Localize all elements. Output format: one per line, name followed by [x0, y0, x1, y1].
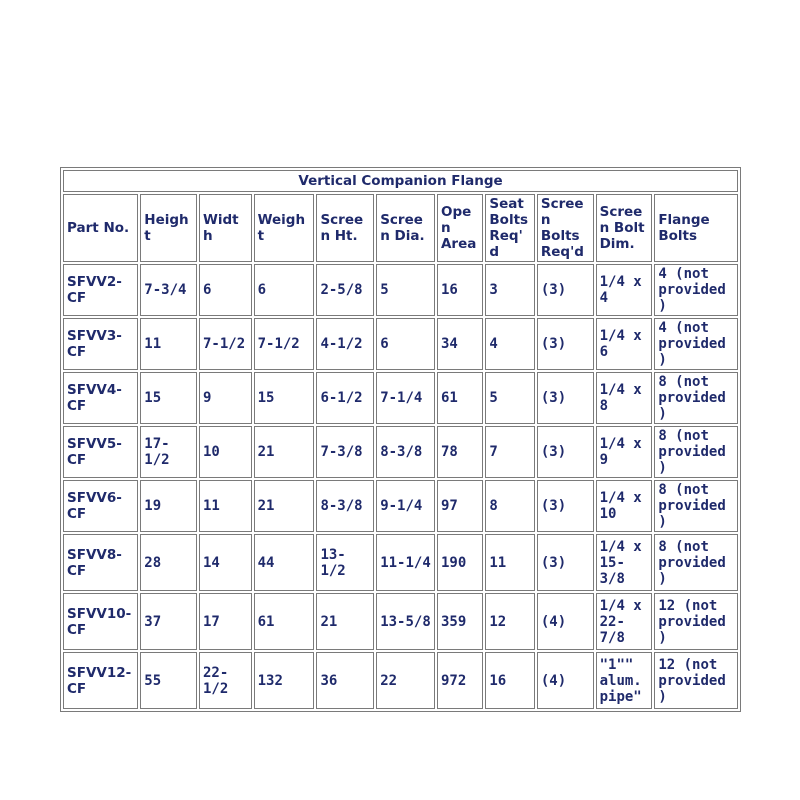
cell-flange-bolts: 4 (not provided) — [654, 318, 738, 370]
cell-screen-ht: 13-1/2 — [316, 534, 374, 591]
column-header-height: Height — [140, 194, 197, 262]
table-row — [63, 318, 738, 370]
cell-weight: 61 — [254, 593, 315, 650]
cell-screen-bolts-reqd: (3) — [537, 372, 594, 424]
cell-weight: 15 — [254, 372, 315, 424]
cell-weight: 21 — [254, 426, 315, 478]
cell-screen-dia: 8-3/8 — [376, 426, 435, 478]
cell-screen-dia: 9-1/4 — [376, 480, 435, 532]
cell-part-no: SFVV5-CF — [63, 426, 138, 478]
cell-seat-bolts-reqd: 7 — [485, 426, 535, 478]
cell-part-no: SFVV2-CF — [63, 264, 138, 316]
table-row — [63, 593, 738, 650]
cell-flange-bolts: 12 (not provided) — [654, 593, 738, 650]
cell-part-no: SFVV3-CF — [63, 318, 138, 370]
table-row — [63, 480, 738, 532]
cell-open-area: 34 — [437, 318, 483, 370]
column-header-screen-ht: Screen Ht. — [316, 194, 374, 262]
cell-open-area: 61 — [437, 372, 483, 424]
column-header-weight: Weight — [254, 194, 315, 262]
cell-screen-ht: 2-5/8 — [316, 264, 374, 316]
cell-height: 7-3/4 — [140, 264, 197, 316]
cell-width: 7-1/2 — [199, 318, 252, 370]
cell-screen-bolt-dim: "1"" alum. pipe" — [596, 652, 653, 709]
table-row — [63, 652, 738, 709]
cell-screen-ht: 4-1/2 — [316, 318, 374, 370]
cell-height: 11 — [140, 318, 197, 370]
cell-screen-bolt-dim: 1/4 x 8 — [596, 372, 653, 424]
cell-height: 19 — [140, 480, 197, 532]
cell-flange-bolts: 12 (not provided) — [654, 652, 738, 709]
title-row — [63, 170, 738, 192]
cell-width: 17 — [199, 593, 252, 650]
cell-screen-dia: 11-1/4 — [376, 534, 435, 591]
cell-seat-bolts-reqd: 8 — [485, 480, 535, 532]
cell-screen-bolts-reqd: (3) — [537, 534, 594, 591]
cell-screen-dia: 13-5/8 — [376, 593, 435, 650]
table-row — [63, 426, 738, 478]
cell-screen-bolts-reqd: (3) — [537, 480, 594, 532]
header-row — [63, 194, 738, 262]
cell-screen-dia: 7-1/4 — [376, 372, 435, 424]
cell-width: 10 — [199, 426, 252, 478]
cell-height: 37 — [140, 593, 197, 650]
cell-weight: 44 — [254, 534, 315, 591]
cell-height: 28 — [140, 534, 197, 591]
cell-width: 6 — [199, 264, 252, 316]
cell-screen-bolts-reqd: (4) — [537, 593, 594, 650]
cell-flange-bolts: 8 (not provided) — [654, 534, 738, 591]
cell-part-no: SFVV12-CF — [63, 652, 138, 709]
cell-weight: 6 — [254, 264, 315, 316]
cell-screen-bolts-reqd: (3) — [537, 318, 594, 370]
cell-screen-bolt-dim: 1/4 x 22-7/8 — [596, 593, 653, 650]
cell-open-area: 16 — [437, 264, 483, 316]
cell-part-no: SFVV8-CF — [63, 534, 138, 591]
cell-screen-ht: 6-1/2 — [316, 372, 374, 424]
cell-open-area: 78 — [437, 426, 483, 478]
cell-screen-bolt-dim: 1/4 x 6 — [596, 318, 653, 370]
cell-screen-bolt-dim: 1/4 x 15-3/8 — [596, 534, 653, 591]
cell-open-area: 972 — [437, 652, 483, 709]
cell-height: 55 — [140, 652, 197, 709]
cell-screen-ht: 36 — [316, 652, 374, 709]
cell-screen-bolts-reqd: (3) — [537, 426, 594, 478]
cell-screen-bolt-dim: 1/4 x 9 — [596, 426, 653, 478]
cell-open-area: 190 — [437, 534, 483, 591]
column-header-width: Width — [199, 194, 252, 262]
cell-weight: 132 — [254, 652, 315, 709]
cell-part-no: SFVV6-CF — [63, 480, 138, 532]
cell-open-area: 97 — [437, 480, 483, 532]
column-header-flange-bolts: Flange Bolts — [654, 194, 738, 262]
cell-screen-bolts-reqd: (3) — [537, 264, 594, 316]
cell-weight: 21 — [254, 480, 315, 532]
cell-width: 9 — [199, 372, 252, 424]
table-row — [63, 264, 738, 316]
cell-screen-dia: 6 — [376, 318, 435, 370]
column-header-open-area: Open Area — [437, 194, 483, 262]
cell-height: 17-1/2 — [140, 426, 197, 478]
vertical-companion-flange-table — [60, 167, 741, 712]
cell-seat-bolts-reqd: 11 — [485, 534, 535, 591]
cell-width: 14 — [199, 534, 252, 591]
cell-width: 22-1/2 — [199, 652, 252, 709]
cell-screen-ht: 7-3/8 — [316, 426, 374, 478]
cell-flange-bolts: 4 (not provided) — [654, 264, 738, 316]
cell-open-area: 359 — [437, 593, 483, 650]
cell-flange-bolts: 8 (not provided) — [654, 426, 738, 478]
cell-seat-bolts-reqd: 16 — [485, 652, 535, 709]
column-header-part-no: Part No. — [63, 194, 138, 262]
cell-seat-bolts-reqd: 3 — [485, 264, 535, 316]
cell-seat-bolts-reqd: 5 — [485, 372, 535, 424]
cell-screen-bolts-reqd: (4) — [537, 652, 594, 709]
table-row — [63, 372, 738, 424]
cell-part-no: SFVV10-CF — [63, 593, 138, 650]
cell-flange-bolts: 8 (not provided) — [654, 480, 738, 532]
cell-part-no: SFVV4-CF — [63, 372, 138, 424]
cell-width: 11 — [199, 480, 252, 532]
cell-screen-bolt-dim: 1/4 x 4 — [596, 264, 653, 316]
cell-weight: 7-1/2 — [254, 318, 315, 370]
column-header-screen-dia: Screen Dia. — [376, 194, 435, 262]
cell-seat-bolts-reqd: 4 — [485, 318, 535, 370]
cell-flange-bolts: 8 (not provided) — [654, 372, 738, 424]
cell-screen-dia: 22 — [376, 652, 435, 709]
column-header-seat-bolts-reqd: Seat Bolts Req'd — [485, 194, 535, 262]
cell-screen-ht: 8-3/8 — [316, 480, 374, 532]
cell-height: 15 — [140, 372, 197, 424]
table-row — [63, 534, 738, 591]
table-title: Vertical Companion Flange — [63, 170, 738, 192]
cell-screen-bolt-dim: 1/4 x 10 — [596, 480, 653, 532]
column-header-screen-bolt-dim: Screen Bolt Dim. — [596, 194, 653, 262]
cell-seat-bolts-reqd: 12 — [485, 593, 535, 650]
cell-screen-ht: 21 — [316, 593, 374, 650]
column-header-screen-bolts-reqd: Screen Bolts Req'd — [537, 194, 594, 262]
cell-screen-dia: 5 — [376, 264, 435, 316]
